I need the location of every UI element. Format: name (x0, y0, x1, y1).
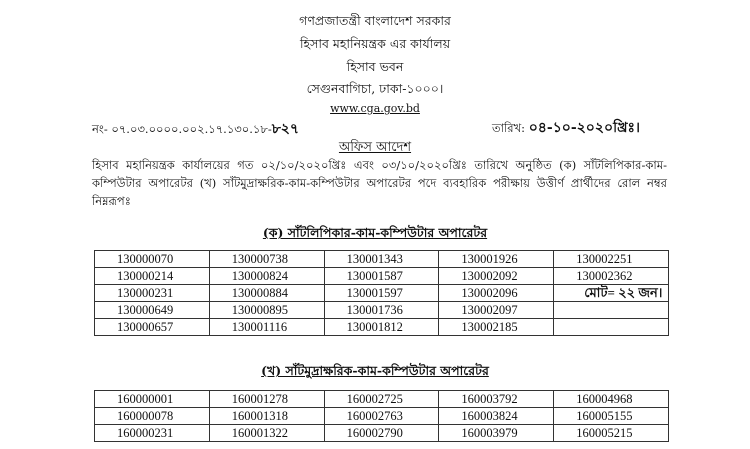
roll-cell: 130002362 (554, 268, 669, 285)
date-value: ০৪-১০-২০২০খ্রিঃ। (528, 120, 640, 136)
roll-cell: 130002185 (439, 319, 554, 336)
section-a-heading-text: (ক) সাঁটলিপিকার-কাম-কম্পিউটার অপারেটর (262, 225, 488, 240)
roll-cell: 160001318 (209, 408, 324, 425)
roll-cell: 130001736 (324, 302, 439, 319)
table-row (95, 408, 669, 425)
office-order-title: অফিস আদেশ (338, 140, 412, 155)
table-row (95, 251, 669, 268)
roll-cell: 160003824 (439, 408, 554, 425)
reference-prefix: নং- ০৭.০৩.০০০০.০০২.১৭.১৩০.১৮- (92, 122, 272, 136)
roll-cell: 130000884 (209, 285, 324, 302)
roll-cell: 130001587 (324, 268, 439, 285)
header-building: হিসাব ভবন (346, 59, 404, 74)
roll-cell: 130000214 (95, 268, 210, 285)
roll-cell: 130000657 (95, 319, 210, 336)
reference-handwritten-number: ৮২৭ (271, 121, 300, 137)
header-website (0, 100, 750, 117)
header-office: হিসাব মহানিয়ন্ত্রক এর কার্যালয় (299, 36, 451, 51)
roll-cell: 160004968 (554, 391, 669, 408)
roll-cell: 130000895 (209, 302, 324, 319)
roll-cell: 130001812 (324, 319, 439, 336)
roll-cell (554, 319, 669, 336)
roll-cell: 160000078 (95, 408, 210, 425)
section-b-heading-text: (খ) সাঁটমুদ্রাক্ষরিক-কাম-কম্পিউটার অপারেটর (261, 363, 489, 378)
roll-cell: 130001343 (324, 251, 439, 268)
roll-cell: 130000738 (209, 251, 324, 268)
table-row (95, 285, 669, 302)
roll-cell: 130002096 (439, 285, 554, 302)
section-b-table (94, 390, 669, 442)
roll-cell: 160005155 (554, 408, 669, 425)
roll-cell (554, 302, 669, 319)
roll-cell: 130002251 (554, 251, 669, 268)
roll-cell: 160000231 (95, 425, 210, 442)
website-link[interactable]: www.cga.gov.bd (330, 102, 420, 115)
roll-cell: 130001116 (209, 319, 324, 336)
section-a-table (94, 250, 669, 336)
body-paragraph: হিসাব মহানিয়ন্ত্রক কার্যালয়ের গত ০২/১০/২০২০খ্রিঃ এবং ০৩/১০/২০২০খ্রিঃ তারিখে অনুষ্ঠিত (ক) সাঁটলিপিকার-কাম-কম্পিউটার অপারেটর (খ) সাঁটমুদ্রাক্ষরিক-কাম-কম্পিউটার অপারেটর পদে ব্যবহারিক পরীক্ষায় উত্তীর্ণ প্রার্থীদের রোল নম্বর নিম্নরূপঃ (92, 158, 667, 208)
header-address: সেগুনবাগিচা, ঢাকা-১০০০। (306, 81, 444, 96)
roll-cell: 160002763 (324, 408, 439, 425)
table-row (95, 425, 669, 442)
roll-cell: 130000070 (95, 251, 210, 268)
roll-cell: 130000231 (95, 285, 210, 302)
roll-cell: 160003979 (439, 425, 554, 442)
roll-cell: 160003792 (439, 391, 554, 408)
roll-cell: 130001926 (439, 251, 554, 268)
roll-cell: 130002097 (439, 302, 554, 319)
roll-cell: 130001597 (324, 285, 439, 302)
roll-cell: 130002092 (439, 268, 554, 285)
table-row (95, 391, 669, 408)
roll-cell: 130000824 (209, 268, 324, 285)
roll-cell: 160000001 (95, 391, 210, 408)
section-b-heading (0, 363, 750, 383)
date-label: তারিখ: (492, 121, 526, 135)
roll-cell: 160001322 (209, 425, 324, 442)
roll-cell: 130000649 (95, 302, 210, 319)
table-row (95, 319, 669, 336)
roll-cell: 160005215 (554, 425, 669, 442)
roll-cell: 160002725 (324, 391, 439, 408)
roll-cell: 160002790 (324, 425, 439, 442)
table-row (95, 268, 669, 285)
header-government: গণপ্রজাতন্ত্রী বাংলাদেশ সরকার (299, 13, 451, 28)
total-count-cell: মোট= ২২ জন। (554, 285, 669, 302)
roll-cell: 160001278 (209, 391, 324, 408)
table-row (95, 302, 669, 319)
section-a-heading (0, 225, 750, 245)
